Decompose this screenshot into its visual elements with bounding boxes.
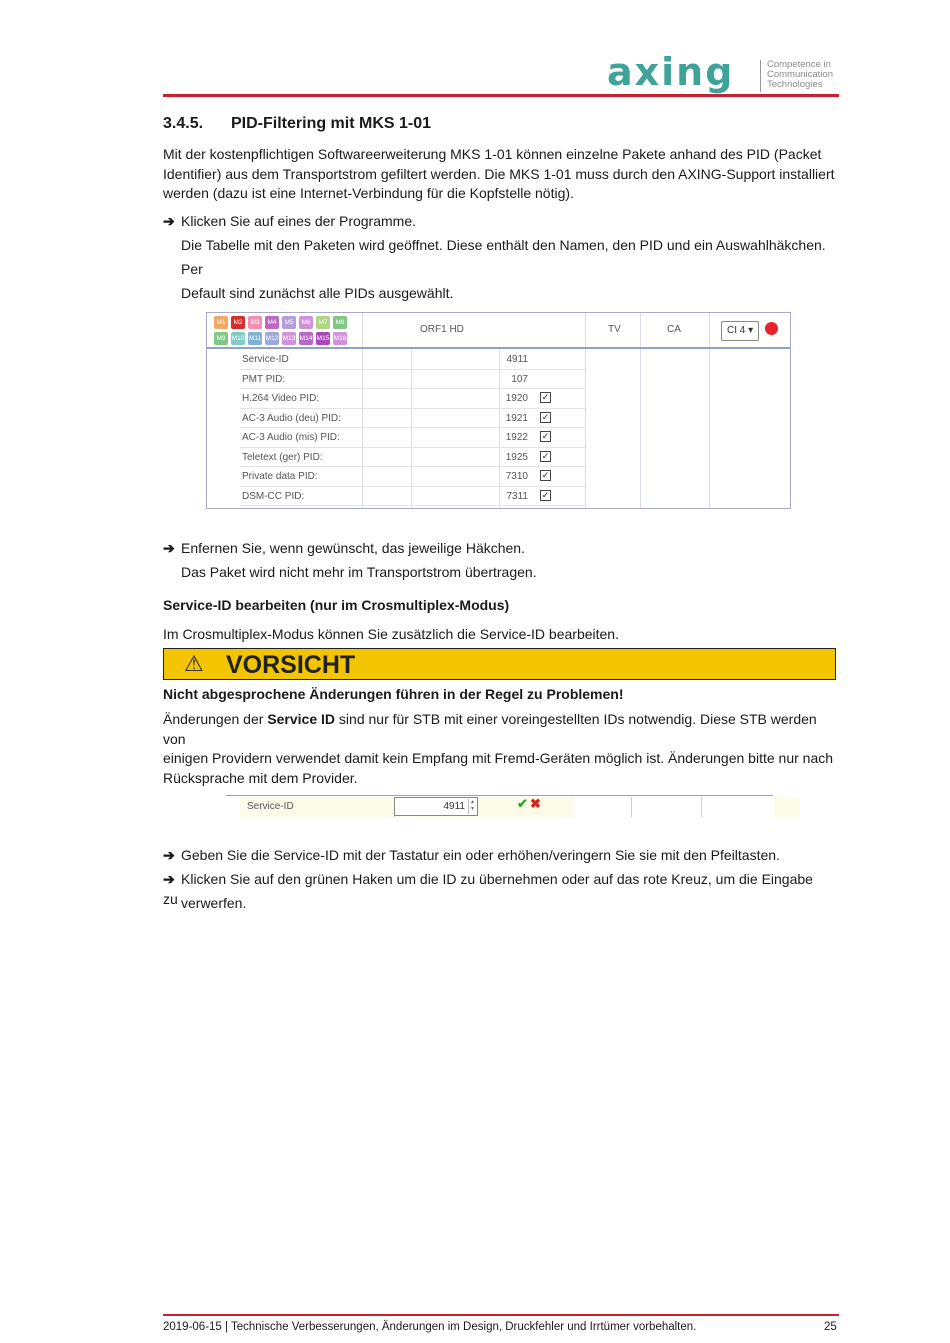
spin-up-icon[interactable]: ▲ (470, 799, 475, 805)
pid-table-screenshot (206, 312, 791, 509)
cancel-cross-icon[interactable]: ✖ (530, 796, 541, 811)
step-remove-checkmark (163, 538, 823, 558)
subsection-text: Im Crosmultiplex-Modus können Sie zusätzlich die Service-ID bearbeiten. (163, 626, 619, 642)
pid-value: 1922 (505, 432, 528, 443)
subsection-title: Service-ID bearbeiten (nur im Crosmultiplex-Modus) (163, 597, 510, 613)
mux-button[interactable]: M12 (265, 332, 279, 345)
service-id-emphasis: Service ID (267, 711, 336, 727)
table-header-rule (207, 347, 790, 349)
pid-checkbox[interactable]: ✓ (541, 470, 550, 480)
service-id-edit-screenshot (226, 795, 773, 817)
header-rule (163, 94, 839, 97)
mux-button[interactable]: M16 (333, 332, 347, 345)
ci-select-value: CI 4 (727, 325, 746, 336)
service-id-label: Service-ID (247, 801, 294, 812)
pid-checkbox[interactable]: ✓ (541, 431, 550, 441)
mux-button[interactable]: M4 (265, 316, 279, 329)
warning-heading: Nicht abgesprochene Änderungen führen in der Regel zu Problemen! (163, 686, 624, 702)
intro-line: werden (dazu ist eine Internet-Verbindung für die Kopfstelle nötig). (163, 185, 574, 201)
footer-rule (163, 1314, 839, 1316)
result-line: Die Tabelle mit den Paketen wird geöffnet. Diese enthält den Namen, den PID und ein Auswahlhäkchen. Per (181, 237, 826, 277)
pid-checkbox[interactable]: ✓ (541, 411, 550, 422)
warning-line: Rücksprache mit dem Provider. (163, 769, 358, 786)
column-divider (709, 313, 710, 508)
pid-row (240, 350, 585, 370)
pid-label: DSM-CC PID: (242, 490, 305, 502)
page-number: 25 (824, 1321, 837, 1333)
status-dot-red (765, 322, 778, 335)
pid-row (240, 487, 585, 507)
warning-text-part: sind nur für STB mit einer voreingestellten IDs notwendig. Diese STB werden von (163, 711, 817, 747)
pid-value: 7310 (505, 471, 528, 482)
mux-button[interactable]: M9 (214, 332, 228, 345)
column-divider (701, 797, 702, 817)
chevron-down-icon: ▾ (748, 325, 754, 336)
mux-button[interactable]: M8 (333, 316, 347, 329)
pid-row (240, 448, 585, 468)
step-text: Klicken Sie auf eines der Programme. (181, 213, 416, 229)
pid-row (240, 370, 585, 390)
axing-logo: axing (607, 50, 735, 94)
pid-row (240, 409, 585, 429)
confirm-check-icon[interactable]: ✔ (517, 796, 528, 811)
warning-banner (163, 648, 836, 680)
pid-row (240, 467, 585, 487)
step-text: Geben Sie die Service-ID mit der Tastatur ein oder erhöhen/veringern Sie sie mit den Pfeiltasten. (181, 847, 780, 863)
step-result (181, 233, 831, 305)
intro-paragraph (163, 145, 839, 204)
mux-button[interactable]: M11 (248, 332, 262, 345)
mux-button[interactable]: M5 (282, 316, 296, 329)
warning-line (163, 710, 839, 749)
mux-button[interactable]: M6 (299, 316, 313, 329)
section-number: 3.4.5. (163, 115, 204, 132)
pid-value: 1925 (505, 451, 528, 463)
logo-tagline (767, 60, 833, 90)
pid-label: Service-ID (242, 354, 289, 365)
pid-checkbox[interactable]: ✓ (541, 392, 550, 402)
warning-icon: ⚠ (184, 651, 204, 676)
tv-column-header: TV (608, 324, 621, 335)
section-title: PID-Filtering mit MKS 1-01 (231, 115, 432, 132)
result-line: Default sind zunächst alle PIDs ausgewählt. (181, 285, 454, 301)
arrow-right-icon: ➔ (163, 540, 175, 556)
mux-button[interactable]: M1 (214, 316, 228, 329)
mux-button[interactable]: M15 (316, 332, 330, 345)
tagline-line: Competence in (767, 59, 831, 70)
pid-label: PMT PID: (242, 373, 286, 385)
pid-checkbox[interactable]: ✓ (541, 489, 550, 500)
pid-row (240, 428, 585, 448)
program-name[interactable]: ORF1 HD (420, 324, 464, 335)
pid-value: 1920 (505, 393, 528, 404)
mux-button[interactable]: M3 (248, 316, 262, 329)
pid-label: H.264 Video PID: (242, 393, 320, 404)
column-divider (631, 797, 632, 817)
tagline-line: Communication (767, 69, 833, 80)
pid-value: 1921 (505, 412, 528, 424)
mux-button[interactable]: M14 (299, 332, 313, 345)
mux-button[interactable]: M2 (231, 316, 245, 329)
arrow-right-icon: ➔ (163, 213, 175, 229)
arrow-right-icon: ➔ (163, 871, 175, 887)
pid-label: AC-3 Audio (mis) PID: (242, 432, 340, 443)
warning-line: einigen Providern verwendet damit kein Empfang mit Fremd-Geräten möglich ist. Änderungen bitte nur nach (163, 750, 834, 766)
intro-line: Mit der kostenpflichtigen Softwareerweiterung MKS 1-01 können einzelne Pakete anhand des PID (Packet (163, 146, 822, 162)
step-enter-service-id (163, 845, 823, 865)
step-text-continued: verwerfen. (181, 895, 247, 911)
mux-button[interactable]: M13 (282, 332, 296, 345)
warning-text (163, 710, 839, 788)
section-heading (163, 115, 431, 133)
column-divider (585, 313, 586, 508)
empty-cells (574, 797, 774, 817)
tagline-line: Technologies (767, 79, 823, 90)
pid-label: Teletext (ger) PID: (242, 451, 323, 463)
warning-text-part: Änderungen der (163, 711, 268, 727)
ci-select[interactable] (721, 321, 759, 341)
pid-value: 7311 (506, 490, 528, 502)
warning-title: VORSICHT (226, 651, 356, 679)
footer-text: 2019-06-15 | Technische Verbesserungen, Änderungen im Design, Druckfehler und Irrtümer vorbehalten. (163, 1321, 697, 1333)
arrow-right-icon: ➔ (163, 847, 175, 863)
spinner[interactable] (468, 799, 476, 814)
pid-label: AC-3 Audio (deu) PID: (242, 412, 341, 424)
ca-column-header: CA (667, 324, 681, 335)
intro-line: Identifier) aus dem Transportstrom gefiltert werden. Die MKS 1-01 muss durch den AXING-Support installiert (163, 165, 835, 182)
step-click-program (163, 211, 823, 231)
column-divider (640, 313, 641, 508)
pid-value: 4911 (506, 354, 528, 365)
pid-row (240, 389, 585, 409)
service-id-value: 4911 (443, 801, 465, 812)
service-id-input[interactable] (394, 797, 478, 816)
mux-button[interactable]: M10 (231, 332, 245, 345)
table-top-rule (226, 795, 773, 796)
mux-button[interactable]: M7 (316, 316, 330, 329)
spin-down-icon[interactable]: ▼ (470, 806, 475, 812)
pid-value: 107 (511, 373, 528, 385)
step-text: Klicken Sie auf den grünen Haken um die ID zu übernehmen oder auf das rote Kreuz, um die Eingabe zu (163, 871, 813, 907)
step-text: Enfernen Sie, wenn gewünscht, das jeweilige Häkchen. (181, 540, 525, 556)
pid-label: Private data PID: (242, 471, 318, 482)
pid-checkbox[interactable]: ✓ (541, 450, 550, 461)
step-result: Das Paket wird nicht mehr im Transportstrom übertragen. (181, 564, 537, 580)
logo-divider (760, 60, 761, 92)
